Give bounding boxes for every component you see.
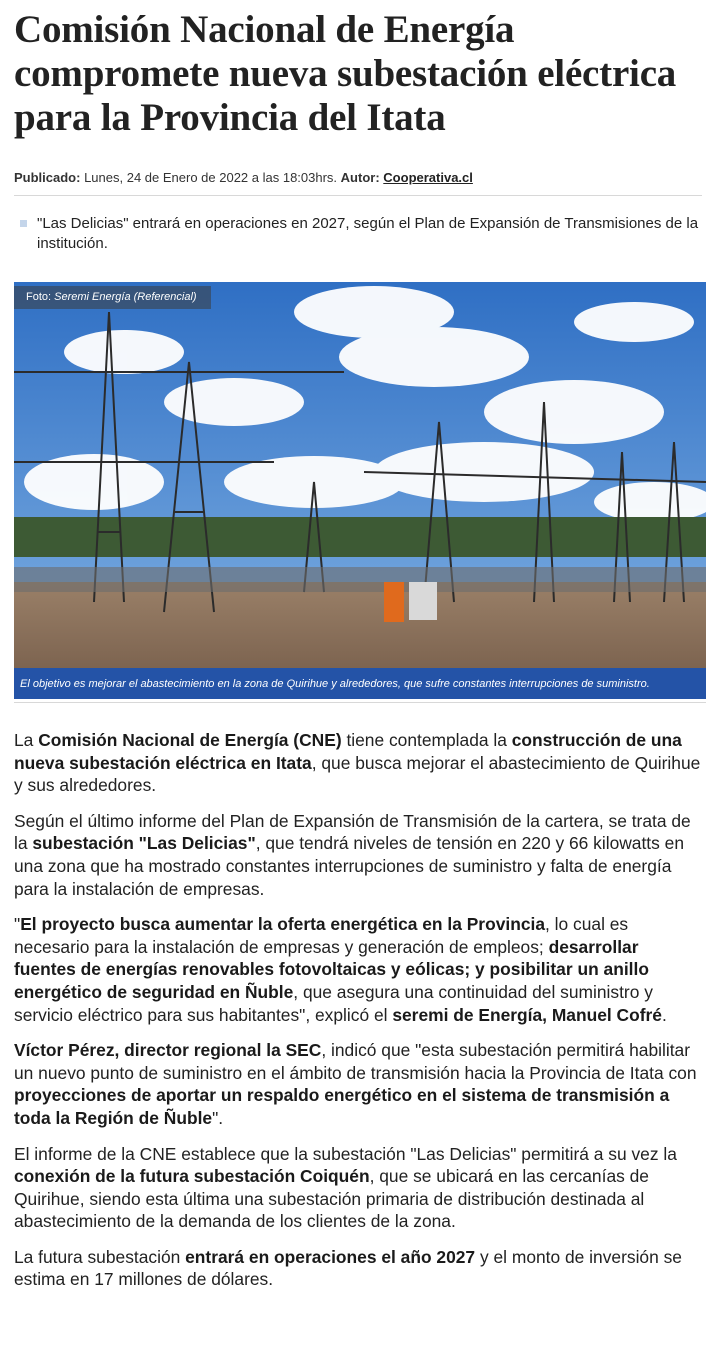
meta-divider <box>14 195 702 196</box>
bold-text: entrará en operaciones el año 2027 <box>185 1246 476 1267</box>
bold-text: desarrollar fuentes de energías renovables fotovoltaicas y eólicas; y posibilitar un anillo energético de seguridad en Ñuble <box>14 936 649 1002</box>
paragraph-text: El informe de la CNE establece que la subestación "Las Delicias" permitirá a su vez la <box>14 1143 677 1164</box>
photo-credit <box>14 286 211 309</box>
paragraph-text: , que tendrá niveles de tensión en 220 y 66 kilowatts en una zona que ha mostrado constantes interrupciones de suministro y falta de energía para la instalación de empresas. <box>14 833 685 899</box>
body-paragraph <box>14 1246 702 1291</box>
article-summary <box>20 214 702 254</box>
paragraph-text: ". <box>212 1107 224 1128</box>
published-date: Lunes, 24 de Enero de 2022 a las 18:03hrs. <box>84 170 338 185</box>
paragraph-text: y el monto de inversión se estima en 17 millones de dólares. <box>14 1246 682 1290</box>
paragraph-text: tiene contemplada la <box>341 730 512 750</box>
paragraph-text: , que se ubicará en las cercanías de Quirihue, siendo esta última una subestación primaria de distribución destinada al abastecimiento de la demanda de los clientes de la zona. <box>14 1166 649 1232</box>
body-paragraph <box>14 810 702 900</box>
bold-text: construcción de una nueva subestación eléctrica en Itata <box>14 730 682 773</box>
square-bullet-icon <box>20 220 27 227</box>
paragraph-text: Según el último informe del Plan de Expansión de Transmisión de la cartera, se trata de la <box>14 810 691 854</box>
caption-divider <box>14 702 706 703</box>
body-paragraph <box>14 1143 702 1233</box>
paragraph-text: " <box>14 914 21 935</box>
paragraph-text: La <box>14 730 39 750</box>
bold-text: Comisión Nacional de Energía (CNE) <box>38 730 342 750</box>
paragraph-text: . <box>661 1004 667 1025</box>
photo-caption: El objetivo es mejorar el abastecimiento en la zona de Quirihue y alrededores, que sufre constantes interrupciones de suministro. <box>14 668 706 699</box>
article-meta <box>14 170 702 185</box>
paragraph-text: , indicó que "esta subestación permitirá habilitar un nuevo punto de suministro en el ámbito de transmisión hacia la Provincia de Itata con <box>14 1040 697 1083</box>
author-label: Autor: <box>340 170 380 185</box>
paragraph-text: , lo cual es necesario para la instalación de empresas y generación de empleos; <box>14 914 629 957</box>
substation-photo <box>14 282 706 668</box>
credit-value: Seremi Energía (Referencial) <box>54 291 197 303</box>
paragraph-text: , que asegura una continuidad del suministro y servicio eléctrico para sus habitantes", explicó el <box>14 981 653 1025</box>
article-body <box>14 729 702 1291</box>
body-paragraph <box>14 913 702 1026</box>
body-paragraph <box>14 1039 702 1129</box>
bold-text: seremi de Energía, Manuel Cofré <box>392 1004 662 1025</box>
bold-text: proyecciones de aportar un respaldo energético en el sistema de transmisión a toda la Región de Ñuble <box>14 1085 670 1128</box>
credit-label: Foto: <box>26 291 52 303</box>
published-label: Publicado: <box>14 170 81 185</box>
author-link[interactable]: Cooperativa.cl <box>383 170 473 185</box>
article <box>0 8 716 1291</box>
paragraph-text: , que busca mejorar el abastecimiento de Quirihue y sus alrededores. <box>14 752 701 796</box>
paragraph-text: La futura subestación <box>14 1246 186 1267</box>
article-headline: Comisión Nacional de Energía compromete nueva subestación eléctrica para la Provincia del Itata <box>14 8 677 139</box>
bold-text: Víctor Pérez, director regional la SEC <box>14 1040 322 1061</box>
bold-text: El proyecto busca aumentar la oferta energética en la Provincia <box>20 914 545 935</box>
body-paragraph <box>14 729 702 797</box>
bold-text: conexión de la futura subestación Coiquén <box>14 1166 370 1187</box>
summary-text: "Las Delicias" entrará en operaciones en 2027, según el Plan de Expansión de Transmisiones de la institución. <box>37 215 699 252</box>
bold-text: subestación "Las Delicias" <box>32 833 256 854</box>
article-figure <box>14 282 706 699</box>
